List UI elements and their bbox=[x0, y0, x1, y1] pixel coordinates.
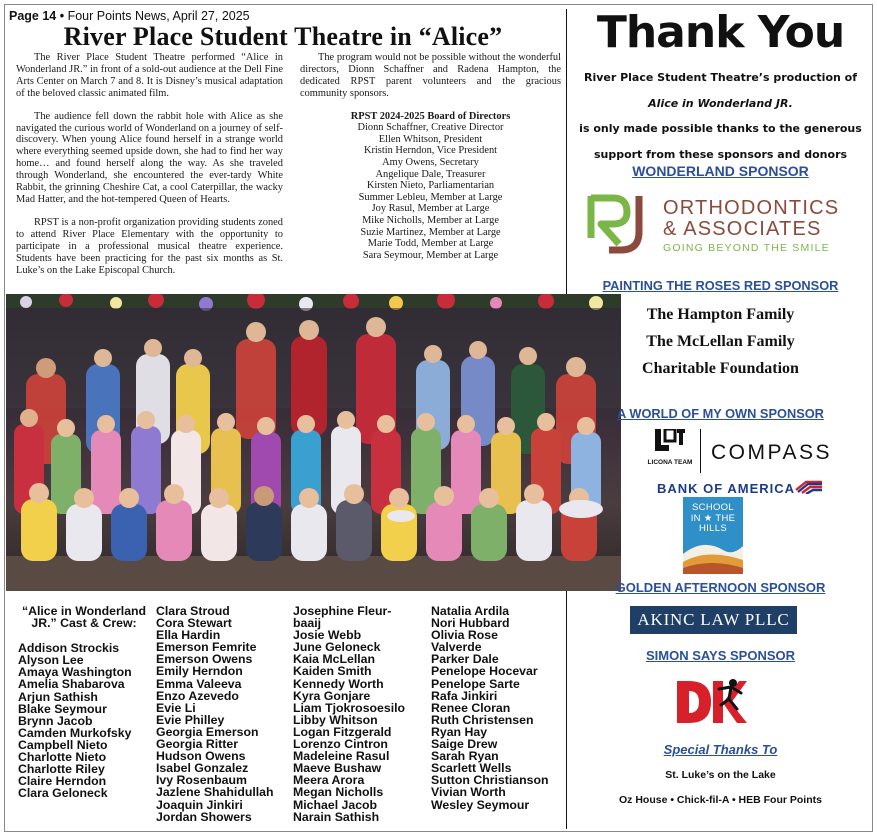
cast-member: Charlotte Nieto bbox=[18, 750, 107, 765]
school-logo-text bbox=[683, 503, 743, 535]
cast-member: Jazlene Shahidullah bbox=[156, 785, 274, 800]
cast-member: Josie Webb bbox=[293, 628, 362, 643]
cast-member: Joaquin Jinkiri bbox=[156, 797, 243, 812]
licona-compass-logo bbox=[645, 429, 845, 475]
family-sponsor: Charitable Foundation bbox=[642, 360, 799, 377]
school-text-line: SCHOOL bbox=[692, 502, 734, 513]
cast-member: Hudson Owens bbox=[156, 749, 246, 764]
akinc-law-logo: AKINC LAW PLLC bbox=[630, 606, 797, 634]
cast-member: Penelope Hocevar bbox=[431, 664, 538, 679]
cast-member: Lorenzo Cintron bbox=[293, 737, 388, 752]
cast-member: Evie Li bbox=[156, 700, 196, 715]
cast-member: Valverde bbox=[431, 640, 482, 655]
cast-member: Georgia Emerson bbox=[156, 724, 259, 739]
cast-member: Claire Herndon bbox=[18, 774, 107, 789]
rj-wordmark bbox=[663, 198, 839, 254]
cast-member: Evie Philley bbox=[156, 712, 225, 727]
special-thanks-heading: Special Thanks To bbox=[663, 742, 778, 757]
cast-member: Kennedy Worth bbox=[293, 676, 384, 691]
cast-member: Narain Sathish bbox=[293, 809, 380, 824]
wonderland-sponsor-heading: WONDERLAND SPONSOR bbox=[632, 163, 809, 179]
family-sponsors bbox=[567, 301, 873, 382]
article-title: River Place Student Theatre in “Alice” bbox=[63, 22, 503, 51]
cast-member: Parker Dale bbox=[431, 652, 499, 667]
compass-wordmark: COMPASS bbox=[711, 441, 832, 464]
cast-member: Kaiden Smith bbox=[293, 664, 372, 679]
dk-logo-icon bbox=[675, 675, 747, 725]
publication-line: Four Points News, April 27, 2025 bbox=[67, 9, 250, 23]
cast-member: Enzo Azevedo bbox=[156, 688, 239, 703]
bank-of-america-flag-icon bbox=[794, 478, 824, 494]
intro-line: River Place Student Theatre’s production of bbox=[583, 71, 858, 84]
licona-team-icon bbox=[655, 429, 685, 451]
cast-group-photo bbox=[6, 294, 621, 591]
cast-member: baaij bbox=[293, 616, 322, 631]
school-text-line: IN ★ THE bbox=[690, 512, 736, 524]
cast-member: Sarah Ryan bbox=[431, 749, 499, 764]
cast-member: Isabel Gonzalez bbox=[156, 761, 249, 776]
cast-column-4 bbox=[431, 605, 571, 811]
cast-member: Sutton Christianson bbox=[431, 773, 549, 788]
school-in-the-hills-logo bbox=[683, 497, 743, 574]
board-member: Suzie Martinez, Member at Large bbox=[360, 226, 501, 238]
rj-monogram-icon bbox=[587, 192, 655, 254]
special-thanks-line: St. Luke’s on the Lake bbox=[665, 769, 776, 781]
intro-line: support from these sponsors and donors bbox=[593, 147, 848, 161]
board-member: Summer Lebleu, Member at Large bbox=[358, 191, 503, 203]
article-column-2 bbox=[300, 52, 561, 261]
cast-heading: “Alice in Wonderland JR.” Cast & Crew: bbox=[21, 604, 147, 631]
cast-member: Meera Arora bbox=[293, 773, 365, 788]
cast-member: Scarlett Wells bbox=[431, 761, 512, 776]
board-member: Joy Rasul, Member at Large bbox=[371, 203, 490, 215]
intro-line: is only made possible thanks to the generous bbox=[579, 122, 862, 135]
licona-team-label: LICONA TEAM bbox=[647, 459, 693, 466]
board-member: Kirsten Nieto, Parliamentarian bbox=[366, 180, 495, 192]
cast-member: Brynn Jacob bbox=[18, 713, 93, 728]
cast-member: Wesley Seymour bbox=[431, 797, 530, 812]
intro-line: Alice in Wonderland JR. bbox=[648, 96, 793, 110]
cast-member: Libby Whitson bbox=[293, 712, 378, 727]
cast-member: Amelia Shabarova bbox=[18, 677, 125, 692]
simon-says-heading: SIMON SAYS SPONSOR bbox=[645, 648, 796, 663]
cast-member: Madeleine Rasul bbox=[293, 749, 390, 764]
cast-member: Clara Stroud bbox=[156, 604, 230, 618]
cast-member: Ryan Hay bbox=[431, 724, 488, 739]
thank-you-heading: Thank You bbox=[596, 7, 845, 58]
cast-member: Campbell Nieto bbox=[18, 737, 108, 752]
family-sponsor: The McLellan Family bbox=[646, 333, 795, 350]
cast-member: Michael Jacob bbox=[293, 797, 378, 812]
board-member: Amy Owens, Secretary bbox=[382, 157, 479, 168]
board-member: Dionn Schaffner, Creative Director bbox=[357, 122, 504, 134]
cast-member: Logan Fitzgerald bbox=[293, 724, 392, 739]
hills-icon bbox=[683, 534, 743, 574]
rj-line-1: ORTHODONTICS bbox=[663, 197, 840, 219]
family-sponsor: The Hampton Family bbox=[646, 306, 795, 323]
board-member: Kristin Herndon, Vice President bbox=[363, 145, 498, 157]
newspaper-page bbox=[4, 4, 873, 832]
article-column-1 bbox=[16, 52, 283, 287]
board-member: Ellen Whitson, President bbox=[378, 133, 483, 145]
cast-member: Rafa Jinkiri bbox=[431, 688, 498, 703]
cast-member: Georgia Ritter bbox=[156, 737, 238, 752]
board-member: Marie Todd, Member at Large bbox=[367, 238, 494, 250]
rj-line-2: & ASSOCIATES bbox=[663, 218, 822, 240]
cast-member: Emerson Owens bbox=[156, 652, 253, 667]
rj-tagline: GOING BEYOND THE SMILE bbox=[663, 242, 830, 254]
cast-member: Maeve Bushaw bbox=[293, 761, 382, 776]
cast-member: Ivy Rosenbaum bbox=[156, 773, 247, 788]
rj-orthodontics-logo bbox=[587, 192, 857, 254]
cast-column-2 bbox=[156, 605, 291, 823]
cast-member: Camden Murkofsky bbox=[18, 725, 132, 740]
cast-member: Penelope Sarte bbox=[431, 676, 520, 691]
cast-member: Natalia Ardila bbox=[431, 604, 510, 618]
article-paragraph: The program would not be possible without the wonderful directors, Dionn Schaffner and Radena Hampton, the dedicated RPST parent volunteers and the gracious community sponsors. bbox=[300, 52, 561, 99]
cast-member: Renee Cloran bbox=[431, 700, 511, 715]
sponsor-column bbox=[567, 5, 873, 832]
roses-sponsor-heading: PAINTING THE ROSES RED SPONSOR bbox=[602, 278, 839, 293]
cast-member: Megan Nicholls bbox=[293, 785, 384, 800]
cast-member: June Geloneck bbox=[293, 640, 381, 655]
bank-of-america-wordmark: BANK OF AMERICA bbox=[657, 481, 796, 496]
cast-member: Ella Hardin bbox=[156, 628, 221, 643]
cast-member: Cora Stewart bbox=[156, 616, 232, 631]
cast-member: Charlotte Riley bbox=[18, 762, 105, 777]
cast-column-3 bbox=[293, 605, 433, 823]
cast-member: Alyson Lee bbox=[18, 653, 84, 668]
cast-member: Clara Geloneck bbox=[18, 786, 108, 801]
cast-member: Saige Drew bbox=[431, 737, 498, 752]
cast-member: Ruth Christensen bbox=[431, 712, 534, 727]
board-member: Sara Seymour, Member at Large bbox=[362, 249, 499, 261]
golden-afternoon-heading: GOLDEN AFTERNOON SPONSOR bbox=[615, 580, 826, 595]
cast-member: Nori Hubbard bbox=[431, 616, 510, 631]
cast-member: Addison Strockis bbox=[18, 641, 120, 656]
page-number: Page 14 • bbox=[9, 9, 65, 23]
cast-member: Blake Seymour bbox=[18, 701, 107, 716]
cast-member: Josephine Fleur- bbox=[293, 604, 392, 618]
article-paragraph: RPST is a non-profit organization providing students zoned to attend River Place Elementary with the opportunity to participate in a professional musical theatre experience. Students have been practicing for the past six months as St. Luke’s on the Lake Episcopal Church. bbox=[16, 216, 283, 276]
cast-member: Kaia McLellan bbox=[293, 652, 376, 667]
cast-member: Kyra Gonjare bbox=[293, 688, 371, 703]
world-sponsor-heading: A WORLD OF MY OWN SPONSOR bbox=[617, 406, 824, 421]
cast-member: Vivian Worth bbox=[431, 785, 506, 800]
compass-divider bbox=[700, 429, 701, 473]
cast-column-1 bbox=[18, 605, 150, 799]
board-list bbox=[300, 111, 561, 262]
special-thanks-line: Oz House • Chick-fil-A • HEB Four Points bbox=[619, 794, 822, 806]
cast-member: Olivia Rose bbox=[431, 628, 498, 643]
board-member: Angelique Dale, Treasurer bbox=[375, 168, 486, 180]
cast-member: Jordan Showers bbox=[156, 809, 252, 824]
cast-member: Arjun Sathish bbox=[18, 689, 98, 704]
cast-member: Amaya Washington bbox=[18, 665, 132, 680]
board-member: Mike Nicholls, Member at Large bbox=[362, 214, 499, 226]
cast-member: Emerson Femrite bbox=[156, 640, 257, 655]
cast-photo-illustration bbox=[6, 294, 621, 591]
school-text-line: HILLS bbox=[699, 523, 727, 534]
page-header bbox=[9, 9, 250, 23]
cast-member: Emma Valeeva bbox=[156, 676, 242, 691]
sponsor-intro bbox=[567, 65, 873, 167]
article-paragraph: The audience fell down the rabbit hole with Alice as she navigated the curious world of Wonderland on a journey of self-discovery. When young Alice found herself in a strange world where everything seemed upside down, she had to find her way home… and found herself along the way. As she traveled through Wonderland, she encountered the ever-tardy White Rabbit, the grinning Cheshire Cat, a cool Caterpillar, the wacky Mad Hatter, and the hot-tempered Queen of Hearts. bbox=[16, 110, 283, 205]
board-heading: RPST 2024-2025 Board of Directors bbox=[350, 110, 511, 122]
cast-member: Emily Herndon bbox=[156, 664, 243, 679]
article-paragraph: The River Place Student Theatre performed “Alice in Wonderland JR.” in front of a sold-out audience at the Dell Fine Arts Center on March 7 and 8. It is Disney’s musical adaptation of the beloved classic animated film. bbox=[16, 52, 283, 99]
cast-member: Liam Tjokrosoesilo bbox=[293, 700, 406, 715]
